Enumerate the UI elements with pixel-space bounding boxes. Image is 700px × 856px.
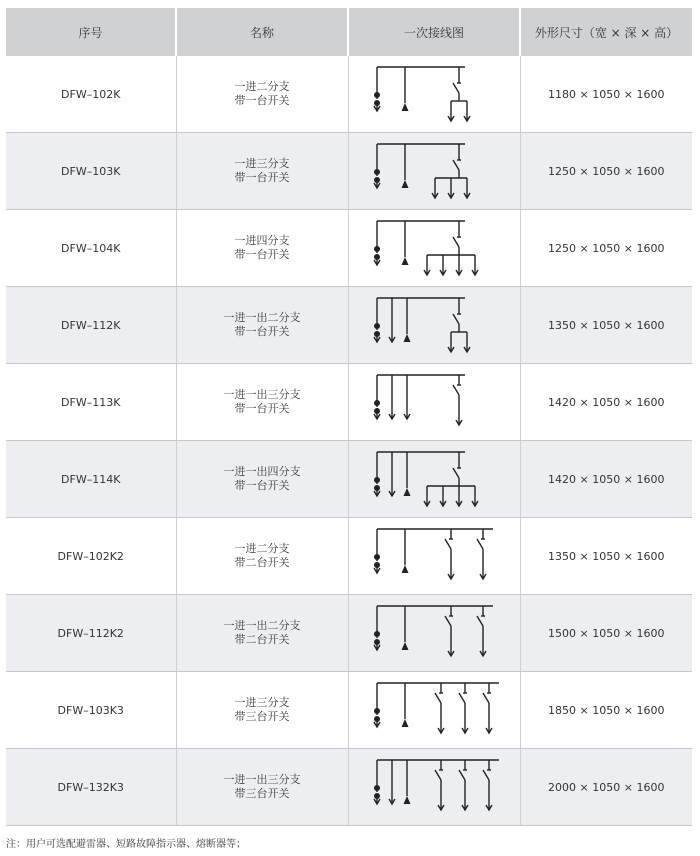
name-cell: [176, 672, 348, 749]
name-line1: 一进一出三分支: [223, 388, 301, 401]
header-diagram: 一次接线图: [348, 8, 520, 56]
arrester-symbol: [402, 180, 409, 188]
table-row: [6, 287, 692, 364]
arrester-symbol: [404, 334, 411, 342]
wiring-diagram: [359, 136, 509, 206]
switch-blade: [453, 160, 459, 170]
name-line2: 带一台开关: [234, 325, 290, 338]
name-cell: [176, 56, 348, 133]
name-line2: 带三台开关: [234, 787, 290, 800]
name-line1: 一进一出二分支: [223, 619, 301, 632]
name-line1: 一进一出二分支: [223, 311, 301, 324]
name-line2: 带二台开关: [234, 633, 290, 646]
name-line1: 一进三分支: [234, 696, 290, 709]
wiring-diagram: [359, 213, 509, 283]
name-cell: [176, 364, 348, 441]
table-row: [6, 749, 692, 826]
arrester-symbol: [402, 565, 409, 573]
model-cell: DFW–103K3: [6, 672, 176, 749]
arrester-symbol: [404, 796, 411, 804]
indicator-dot: [374, 631, 380, 637]
header-row: [6, 8, 692, 56]
name-cell: [176, 518, 348, 595]
header-name: 名称: [176, 8, 348, 56]
model-cell: DFW–102K: [6, 56, 176, 133]
model-cell: DFW–114K: [6, 441, 176, 518]
size-cell: 1350 × 1050 × 1600: [520, 518, 692, 595]
name-line1: 一进二分支: [234, 542, 290, 555]
model-cell: DFW–102K2: [6, 518, 176, 595]
model-cell: DFW–103K: [6, 133, 176, 210]
arrester-symbol: [402, 719, 409, 727]
name-line2: 带一台开关: [234, 479, 290, 492]
size-cell: 2000 × 1050 × 1600: [520, 749, 692, 826]
switch-blade: [477, 616, 483, 626]
indicator-dot: [374, 92, 380, 98]
wiring-diagram: [359, 598, 509, 668]
wiring-diagram-cell: [348, 441, 520, 518]
table-row: [6, 364, 692, 441]
name-cell: [176, 133, 348, 210]
name-line2: 带一台开关: [234, 94, 290, 107]
wiring-diagram: [359, 752, 509, 822]
indicator-dot: [374, 554, 380, 560]
name-line2: 带一台开关: [234, 248, 290, 261]
arrester-symbol: [402, 257, 409, 265]
name-cell: [176, 595, 348, 672]
switch-blade: [459, 693, 465, 703]
switch-blade: [445, 616, 451, 626]
switch-blade: [459, 770, 465, 780]
switch-blade: [453, 237, 459, 247]
indicator-dot: [374, 477, 380, 483]
wiring-diagram-cell: [348, 56, 520, 133]
wiring-diagram-cell: [348, 133, 520, 210]
name-line2: 带三台开关: [234, 710, 290, 723]
wiring-diagram-cell: [348, 364, 520, 441]
switch-blade: [483, 693, 489, 703]
table-row: [6, 441, 692, 518]
name-line2: 带一台开关: [234, 402, 290, 415]
indicator-dot: [374, 708, 380, 714]
arrester-symbol: [402, 103, 409, 111]
switch-blade: [453, 314, 459, 324]
indicator-dot: [374, 400, 380, 406]
switch-blade: [445, 539, 451, 549]
table-row: [6, 518, 692, 595]
wiring-diagram: [359, 290, 509, 360]
name-line1: 一进一出三分支: [223, 773, 301, 786]
switch-blade: [435, 770, 441, 780]
name-line1: 一进一出四分支: [223, 465, 301, 478]
switch-blade: [453, 385, 459, 395]
name-cell: [176, 749, 348, 826]
size-cell: 1250 × 1050 × 1600: [520, 133, 692, 210]
table-row: [6, 210, 692, 287]
name-cell: [176, 210, 348, 287]
wiring-diagram: [359, 521, 509, 591]
wiring-diagram: [359, 675, 509, 745]
indicator-dot: [374, 323, 380, 329]
name-cell: [176, 441, 348, 518]
arrester-symbol: [402, 642, 409, 650]
model-cell: DFW–104K: [6, 210, 176, 287]
switch-blade: [453, 83, 459, 93]
spec-table: [6, 8, 692, 826]
indicator-dot: [374, 785, 380, 791]
model-cell: DFW–113K: [6, 364, 176, 441]
name-line2: 带一台开关: [234, 171, 290, 184]
footnote: 注：用户可选配避雷器、短路故障指示器、熔断器等；: [6, 839, 246, 850]
wiring-diagram-cell: [348, 672, 520, 749]
indicator-dot: [374, 169, 380, 175]
indicator-dot: [374, 246, 380, 252]
size-cell: 1250 × 1050 × 1600: [520, 210, 692, 287]
size-cell: 1500 × 1050 × 1600: [520, 595, 692, 672]
switch-blade: [453, 468, 459, 478]
wiring-diagram: [359, 367, 509, 437]
wiring-diagram-cell: [348, 595, 520, 672]
name-line1: 一进四分支: [234, 234, 290, 247]
wiring-diagram-cell: [348, 749, 520, 826]
table-row: [6, 133, 692, 210]
name-line2: 带二台开关: [234, 556, 290, 569]
size-cell: 1420 × 1050 × 1600: [520, 364, 692, 441]
model-cell: DFW–112K2: [6, 595, 176, 672]
model-cell: DFW–112K: [6, 287, 176, 364]
switch-blade: [477, 539, 483, 549]
arrester-symbol: [404, 488, 411, 496]
size-cell: 1420 × 1050 × 1600: [520, 441, 692, 518]
table-row: [6, 595, 692, 672]
switch-blade: [435, 693, 441, 703]
name-line1: 一进三分支: [234, 157, 290, 170]
table-row: [6, 672, 692, 749]
table-row: [6, 56, 692, 133]
wiring-diagram-cell: [348, 287, 520, 364]
size-cell: 1850 × 1050 × 1600: [520, 672, 692, 749]
header-serial: 序号: [6, 8, 176, 56]
wiring-diagram-cell: [348, 210, 520, 287]
name-line1: 一进二分支: [234, 80, 290, 93]
size-cell: 1350 × 1050 × 1600: [520, 287, 692, 364]
switch-blade: [483, 770, 489, 780]
model-cell: DFW–132K3: [6, 749, 176, 826]
size-cell: 1180 × 1050 × 1600: [520, 56, 692, 133]
name-cell: [176, 287, 348, 364]
wiring-diagram: [359, 59, 509, 129]
wiring-diagram: [359, 444, 509, 514]
wiring-diagram-cell: [348, 518, 520, 595]
header-size: 外形尺寸（宽 × 深 × 高）: [520, 8, 692, 56]
